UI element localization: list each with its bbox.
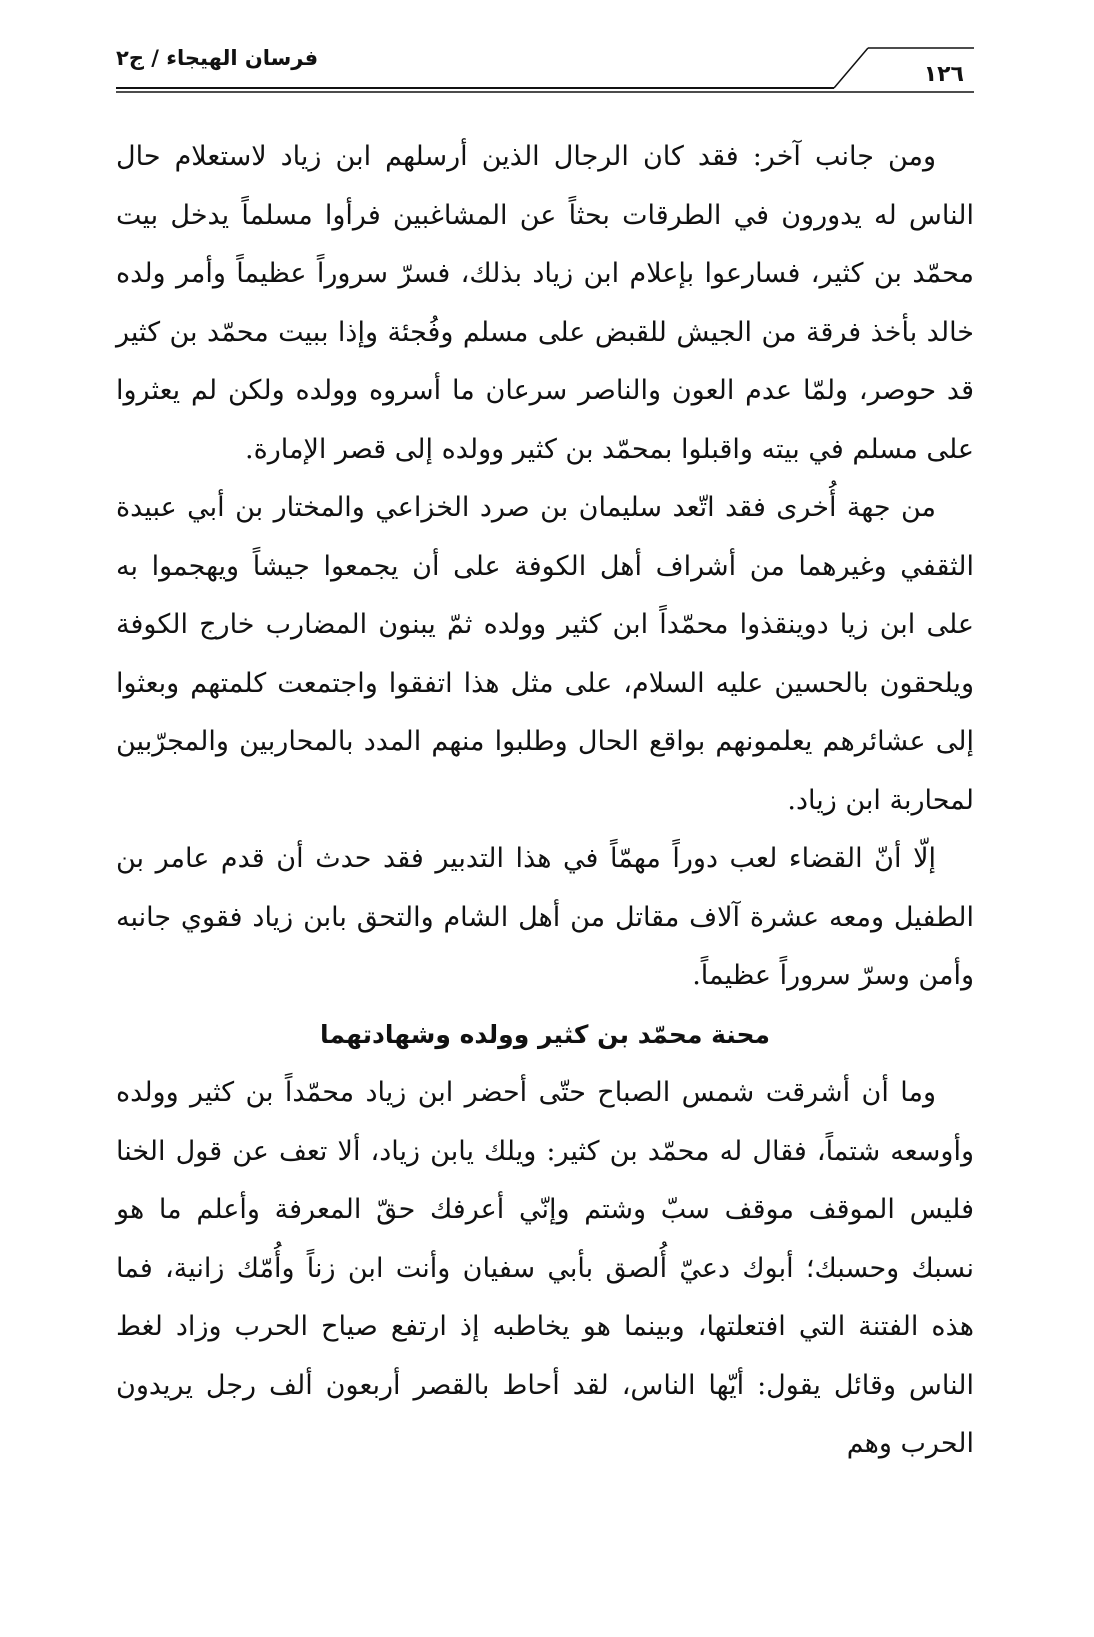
running-header bbox=[116, 40, 974, 100]
section-heading: محنة محمّد بن كثير وولده وشهادتهما bbox=[319, 1019, 770, 1049]
paragraph-1: ومن جانب آخر: فقد كان الرجال الذين أرسلهم ابن زياد لاستعلام حال الناس له يدورون في الطرقات بحثاً عن المشاغبين فرأوا مسلماً يدخل بيت محمّد بن كثير، فسارعوا بإعلام ابن زياد بذلك، فسرّ سروراً عظيماً وأمر ولده خالد بأخذ فرقة من الجيش للقبض على مسلم وفُجئة وإذا ببيت محمّد بن كثير قد حوصر، ولمّا عدم العون والناصر سرعان ما أسروه وولده ولكن لم يعثروا على مسلم في بيته واقبلوا بمحمّد بن كثير وولده إلى قصر الإمارة. bbox=[116, 141, 974, 465]
paragraph-2: من جهة أُخرى فقد اتّعد سليمان بن صرد الخزاعي والمختار بن أبي عبيدة الثقفي وغيرهما من أشراف أهل الكوفة على أن يجمعوا جيشاً ويهجموا به على ابن زيا دوينقذوا محمّداً ابن كثير وولده ثمّ يبنون المضارب خارج الكوفة ويلحقون بالحسين عليه السلام، على مثل هذا اتفقوا واجتمعت كلمتهم وبعثوا إلى عشائرهم يعلمونهم بواقع الحال وطلبوا منهم المدد بالمحاربين والمجرّبين لمحاربة ابن زياد. bbox=[116, 492, 974, 816]
main-text bbox=[116, 128, 974, 1474]
page-number: ١٢٦ bbox=[923, 62, 964, 87]
book-title: فرسان الهيجاء / ج٢ bbox=[116, 46, 319, 70]
page-number-diagonal bbox=[834, 48, 868, 88]
paragraph-4: وما أن أشرقت شمس الصباح حتّى أحضر ابن زياد محمّداً بن كثير وولده وأوسعه شتماً، فقال له محمّد بن كثير: ويلك يابن زياد، ألا تعف عن قول الخنا فليس الموقف موقف سبّ وشتم وإنّي أعرفك حقّ المعرفة وأعلم ما هو نسبك وحسبك؛ أبوك دعيّ أُلصق بأبي سفيان وأنت ابن زناً وأُمّك زانية، فما هذه الفتنة التي افتعلتها، وبينما هو يخاطبه إذ ارتفع صياح الحرب وزاد لغط الناس وقائل يقول: أيّها الناس، لقد أحاط بالقصر أربعون ألف رجل يريدون الحرب وهم bbox=[116, 1077, 974, 1459]
paragraph-3: إلّا أنّ القضاء لعب دوراً مهمّاً في هذا التدبير فقد حدث أن قدم عامر بن الطفيل ومعه عشرة آلاف مقاتل من أهل الشام والتحق بابن زياد فقوي جانبه وأمن وسرّ سروراً عظيماً. bbox=[116, 843, 974, 991]
